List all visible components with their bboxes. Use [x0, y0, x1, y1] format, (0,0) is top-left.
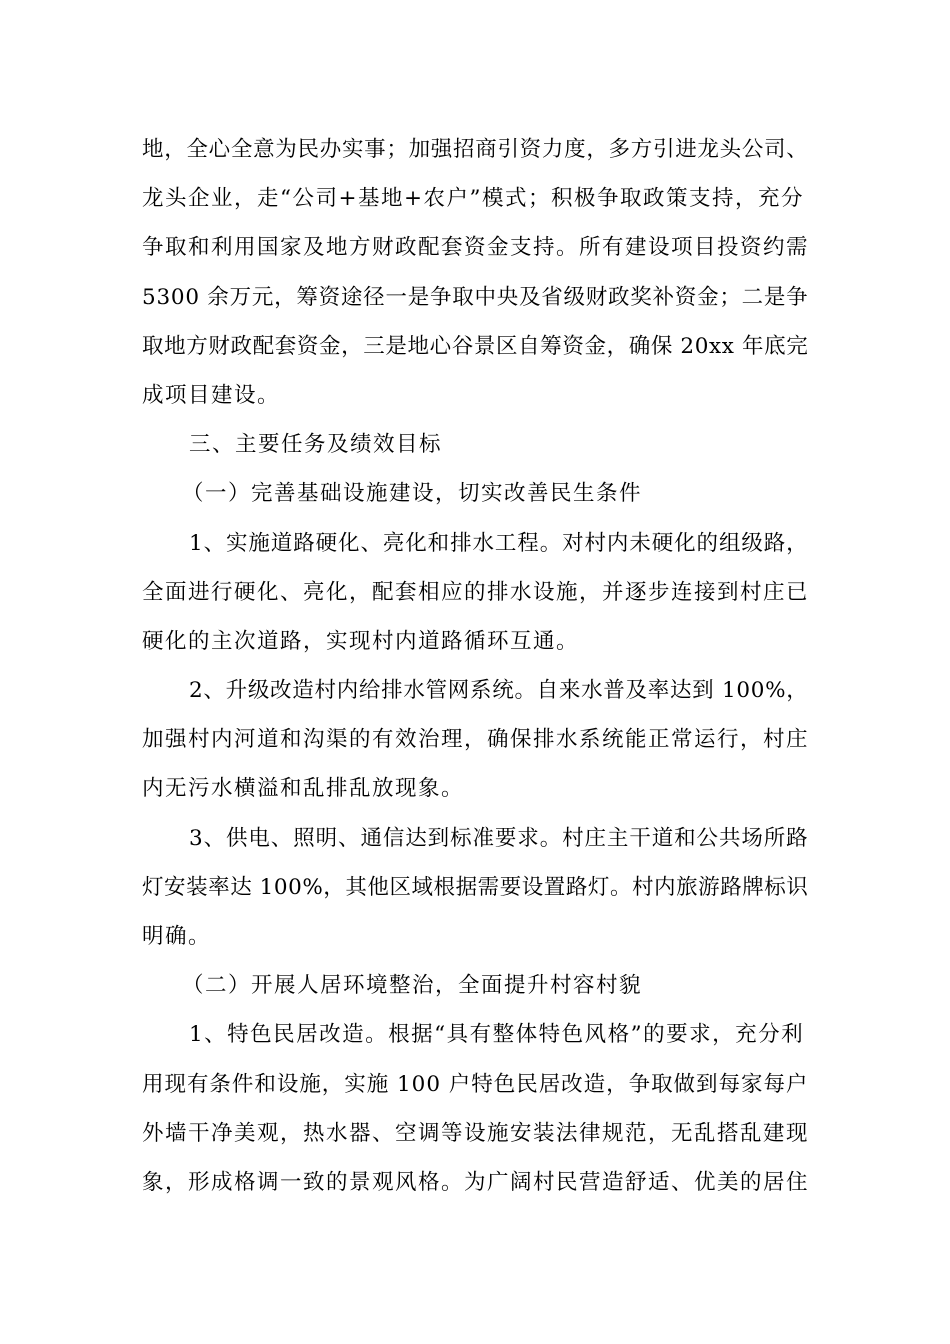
paragraph-line: 内无污水横溢和乱排乱放现象。 [142, 776, 465, 802]
document-body [142, 125, 810, 1207]
paragraph-line: 加强村内河道和沟渠的有效治理，确保排水系统能正常运行，村庄 [142, 727, 810, 753]
paragraph-line: 成项目建设。 [142, 382, 281, 408]
section-heading: 三、主要任务及绩效目标 [189, 432, 443, 458]
paragraph-line: 争取和利用国家及地方财政配套资金支持。所有建设项目投资约需 [142, 235, 810, 261]
paragraph-line: 灯安装率达 100%，其他区域根据需要设置路灯。村内旅游路牌标识 [142, 874, 809, 900]
paragraph-line: 地，全心全意为民办实事；加强招商引资力度，多方引进龙头公司、 [142, 137, 809, 162]
subsection-heading: （一）完善基础设施建设，切实改善民生条件 [182, 481, 643, 507]
paragraph-line: 取地方财政配套资金，三是地心谷景区自筹资金，确保 20xx 年底完 [142, 333, 809, 359]
paragraph-line: 2、升级改造村内给排水管网系统。自来水普及率达到 100%， [189, 678, 809, 704]
paragraph-line: 3、供电、照明、通信达到标准要求。村庄主干道和公共场所路 [189, 825, 809, 851]
subsection-heading: （二）开展人居环境整治，全面提升村容村貌 [182, 973, 643, 999]
paragraph-line: 硬化的主次道路，实现村内道路循环互通。 [142, 628, 580, 654]
paragraph-line: 用现有条件和设施，实施 100 户特色民居改造，争取做到每家每户 [142, 1071, 809, 1097]
paragraph-line: 龙头企业，走“公司+基地+农户”模式；积极争取政策支持，充分 [142, 186, 805, 212]
paragraph-line: 外墙干净美观，热水器、空调等设施安装法律规范，无乱搭乱建现 [142, 1120, 810, 1146]
paragraph-line: 5300 余万元，筹资途径一是争取中央及省级财政奖补资金；二是争 [142, 284, 809, 310]
paragraph-line: 象，形成格调一致的景观风格。为广阔村民营造舒适、优美的居住 [142, 1169, 810, 1195]
paragraph-line: 全面进行硬化、亮化，配套相应的排水设施，并逐步连接到村庄已 [142, 579, 810, 605]
paragraph-line: 明确。 [142, 924, 212, 949]
paragraph-line: 1、特色民居改造。根据“具有整体特色风格”的要求，充分利 [189, 1022, 805, 1048]
paragraph-line: 1、实施道路硬化、亮化和排水工程。对村内未硬化的组级路， [189, 530, 809, 556]
